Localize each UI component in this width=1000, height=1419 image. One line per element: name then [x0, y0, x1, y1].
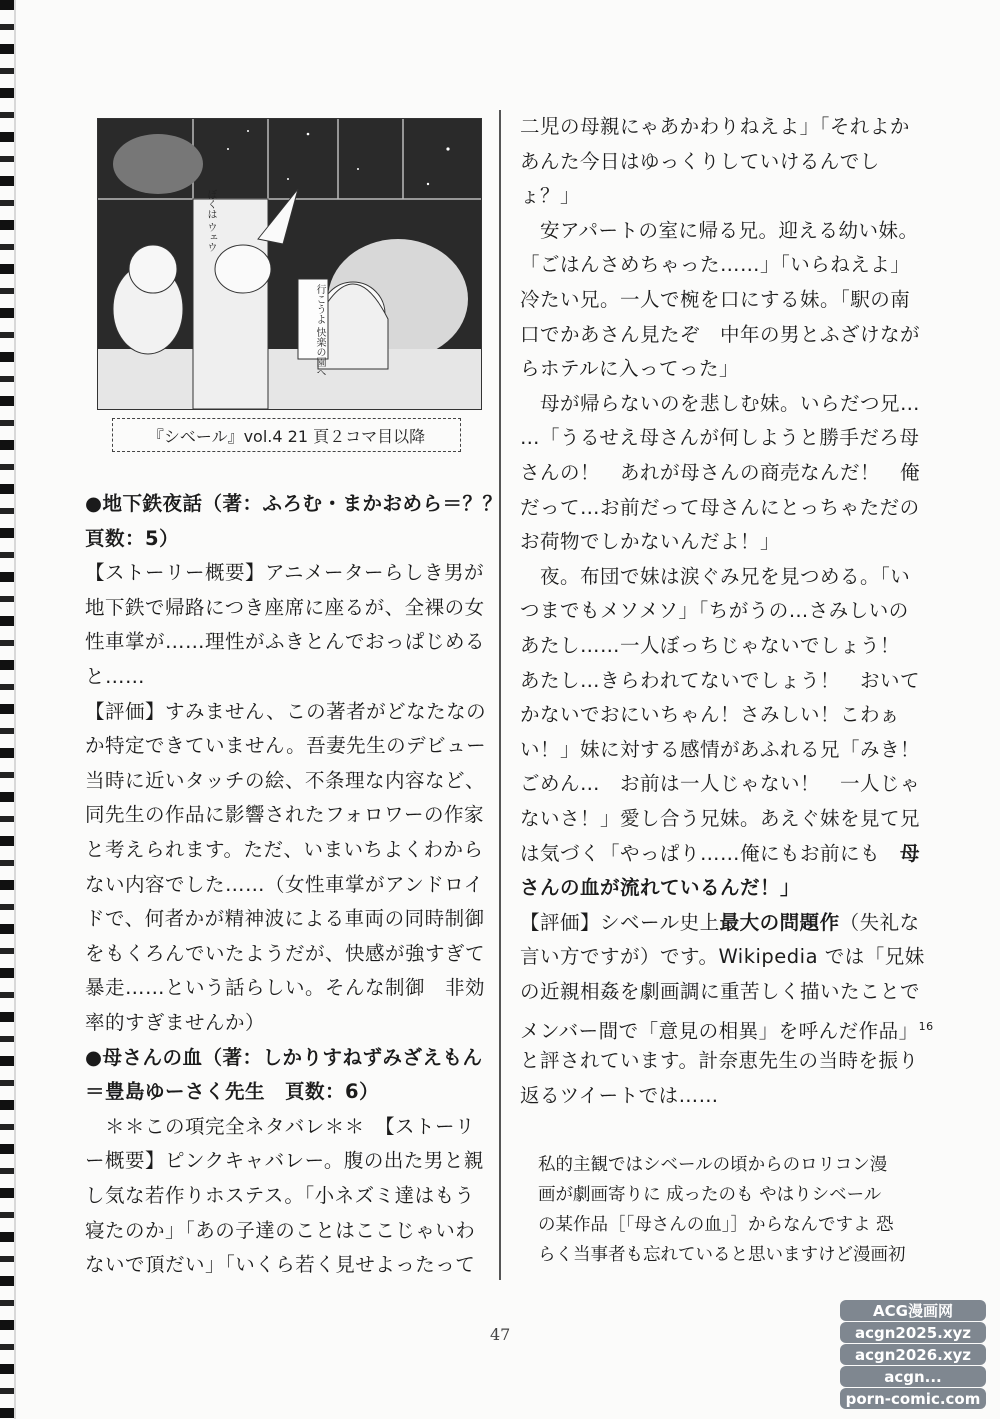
- text-line-main: し気な若作りホステス。「小ネズミ達はもう: [85, 1184, 475, 1207]
- watermark-line: ACG漫画网: [840, 1300, 986, 1321]
- text-line: [85, 1041, 483, 1075]
- speech-bubble-2: 行こうよ 快楽の園へ: [314, 284, 325, 378]
- text-line: [520, 421, 919, 455]
- text-line: [520, 179, 580, 213]
- text-line-main: か特定できていません。吾妻先生のデビュー: [85, 734, 487, 758]
- text-line: [520, 975, 920, 1009]
- site-watermark: [840, 1300, 986, 1408]
- manga-panel-image: [97, 118, 482, 410]
- quoted-tweet: [538, 1150, 938, 1270]
- text-line-main: さんの血が流れているんだ！」: [520, 876, 801, 900]
- text-line-main: 二児の母親にゃあかわりねえよ」「それよか: [520, 115, 910, 138]
- text-line: [520, 940, 925, 974]
- text-line: [520, 283, 910, 317]
- text-line: [85, 556, 484, 590]
- text-line: [85, 1075, 379, 1109]
- text-line: [520, 594, 909, 628]
- text-line-main: だって…お前だって母さんにとっちゃただの: [520, 495, 920, 519]
- text-line: [85, 971, 485, 1005]
- text-line: [520, 629, 900, 663]
- text-line-main: ないさ！」愛し合う兄妹。あえぐ妹を見て兄: [520, 807, 921, 830]
- text-line: [520, 871, 800, 905]
- text-line: [85, 591, 485, 625]
- text-line-main: 暴走……という話らしい。そんな制御 非効: [85, 976, 486, 1000]
- text-line: [85, 1110, 475, 1144]
- text-line: [520, 906, 920, 940]
- manga-panel-drawing: [98, 119, 481, 409]
- text-line-main: お荷物でしかないんだよ！」: [520, 530, 781, 554]
- text-line: [520, 145, 880, 179]
- text-line: [85, 660, 145, 694]
- text-line-main: 性車掌が……理性がふきとんでおっぱじめる: [85, 630, 486, 654]
- text-line-main: ないで頂だい」「いくら若く見せよったって: [85, 1253, 476, 1277]
- text-line: [85, 868, 484, 902]
- text-line-main: 地下鉄で帰路につき座席に座るが、全裸の女: [85, 595, 485, 619]
- text-line-main: は気づく「やっぱり……俺にもお前にも: [520, 841, 901, 865]
- text-line-main: らホテルに入ってった」: [520, 357, 740, 381]
- text-line: [520, 214, 918, 248]
- page-number: 47: [490, 1325, 511, 1344]
- text-line: [520, 456, 920, 490]
- text-line: [520, 1079, 719, 1113]
- quote-line: の某作品［「母さんの血」］からなんですよ 恐: [538, 1215, 894, 1235]
- quote-line: 私的主観ではシベールの頃からのロリコン漫: [538, 1155, 888, 1175]
- text-line: [85, 487, 503, 521]
- text-line-main: 寝たのか」「あの子達のことはここじゃいわ: [85, 1218, 476, 1242]
- text-line-main: をもくろんでいたようだが、快感が強すぎて: [85, 941, 486, 965]
- text-line-main: 「ごはんさめちゃった……」「いらねえよ」: [520, 253, 911, 277]
- text-emphasis: 最大の問題作: [719, 910, 840, 934]
- text-line-main: 【評価】シベール史上: [520, 910, 720, 934]
- text-line: [520, 664, 920, 698]
- text-line-main: さんの！ あれが母さんの商売なんだ！ 俺: [520, 461, 921, 484]
- quote-line: らく当事者も忘れていると思いますけど漫画初: [538, 1245, 906, 1265]
- text-line: [520, 560, 910, 594]
- text-line-main: メンバー間で「意見の相異」を呼んだ作品」: [520, 1019, 919, 1043]
- text-line: [85, 1144, 484, 1178]
- text-line-main: い！」妹に対する感情があふれる兄「みき！: [520, 737, 921, 761]
- text-line-main: の近親相姦を劇画調に重苦しく描いたことで: [520, 980, 921, 1003]
- watermark-line: porn-comic.com: [840, 1388, 986, 1409]
- text-line-main: 母が帰らないのを悲しむ妹。いらだつ兄…: [520, 391, 921, 415]
- text-line: [520, 248, 910, 282]
- text-line-main: あたし…きらわれてないでしょう！ おいて: [520, 668, 921, 692]
- text-line-main: あたし……一人ぼっちじゃないでしょう！: [520, 634, 901, 657]
- text-line-main: と考えられます。ただ、いまいちよくわから: [85, 838, 484, 861]
- text-line: [85, 695, 486, 729]
- text-line-main: 【評価】すみません、この著者がどなたなの: [85, 699, 487, 723]
- text-line: [520, 698, 900, 732]
- text-line: [85, 798, 484, 832]
- text-line-main: 口でかあさん見たぞ 中年の男とふざけなが: [520, 322, 921, 346]
- text-line-main: ー概要】ピンクキャバレー。腹の出た男と親: [85, 1149, 484, 1173]
- text-line-main: 夜。布団で妹は涙ぐみ兄を見つめる。「い: [520, 564, 911, 588]
- text-line-main: 当時に近いタッチの絵、不条理な内容など、: [85, 768, 486, 792]
- text-line-main: あんた今日はゆっくりしていけるんでし: [520, 149, 880, 173]
- text-emphasis: 母: [900, 841, 921, 865]
- text-line-main: ごめん… お前は一人じゃない！ 一人じゃ: [520, 772, 921, 796]
- text-line-main: ない内容でした……（女性車掌がアンドロイ: [85, 872, 484, 896]
- footnote-ref: 16: [918, 1019, 934, 1033]
- text-line: [520, 837, 920, 871]
- binding-edge: [0, 0, 14, 1419]
- text-line-tail: （失礼な: [839, 910, 920, 934]
- text-line: [520, 352, 739, 386]
- text-line-main: 率的すぎませんか）: [85, 1011, 266, 1034]
- text-line: [85, 1248, 475, 1282]
- text-line-main: かないでおにいちゃん！さみしい！こわぁ: [520, 703, 900, 727]
- text-line-main: 安アパートの室に帰る兄。迎える幼い妹。: [520, 218, 919, 242]
- text-line-main: 言い方ですが）です。Wikipedia では「兄妹: [520, 945, 925, 969]
- text-line: [520, 387, 920, 421]
- text-line-main: と評されています。計奈恵先生の当時を振り: [520, 1049, 919, 1073]
- watermark-line: acgn2026.xyz: [840, 1344, 986, 1365]
- text-line: [85, 625, 485, 659]
- quote-line: 画が劇画寄りに 成ったのも やはりシベール: [538, 1185, 882, 1205]
- text-line-main: 返るツイートでは……: [520, 1083, 719, 1107]
- text-line-main: ●地下鉄夜話（著：ふろむ・まかおめら＝？？: [85, 492, 503, 515]
- text-line-main: 同先生の作品に影響されたフォロワーの作家: [85, 803, 485, 827]
- text-line-main: 冷たい兄。一人で椀を口にする妹。「駅の南: [520, 288, 911, 311]
- text-line-main: 頁数：5）: [85, 526, 180, 550]
- text-line-main: ＝豊島ゆーさく先生 頁数：6）: [85, 1080, 380, 1104]
- text-line: [85, 1214, 475, 1248]
- text-line: [85, 522, 179, 556]
- text-line: [85, 833, 483, 867]
- text-line: [520, 767, 920, 801]
- text-line: [85, 937, 485, 971]
- column-divider: [499, 110, 501, 1280]
- text-line-main: 【ストーリー概要】アニメーターらしき男が: [85, 561, 485, 585]
- text-line: [520, 491, 920, 525]
- text-line-main: …「うるせえ母さんが何しようと勝手だろ母: [520, 426, 920, 450]
- text-line: [520, 525, 780, 559]
- text-line: [520, 1010, 934, 1049]
- text-line: [85, 764, 485, 798]
- figure-caption: 『シベール』vol.4 21 頁２コマ目以降: [112, 418, 461, 452]
- watermark-line: acgn...: [840, 1366, 986, 1387]
- text-line: [520, 733, 920, 767]
- text-line-main: ょ？」: [520, 184, 581, 208]
- text-line-main: ＊＊この項完全ネタバレ＊＊ 【ストーリ: [85, 1114, 476, 1138]
- text-line: [85, 729, 486, 763]
- text-line: [520, 318, 920, 352]
- text-line: [85, 1006, 265, 1040]
- text-line-main: ●母さんの血（著：しかりすねずみざえもん: [85, 1045, 483, 1069]
- speech-bubble-1: ぼくは ウェウ: [205, 189, 216, 253]
- text-line: [520, 110, 910, 144]
- text-line: [520, 1044, 918, 1078]
- text-line-main: と……: [85, 665, 146, 688]
- text-line: [520, 802, 920, 836]
- text-line-main: ドで、何者かが精神波による車両の同時制御: [85, 907, 485, 931]
- text-line-main: つまでもメソメソ」「ちがうの…さみしいの: [520, 599, 909, 623]
- text-line: [85, 902, 485, 936]
- text-line: [85, 1179, 475, 1213]
- binding-shadow: [14, 0, 16, 1419]
- watermark-line: acgn2025.xyz: [840, 1322, 986, 1343]
